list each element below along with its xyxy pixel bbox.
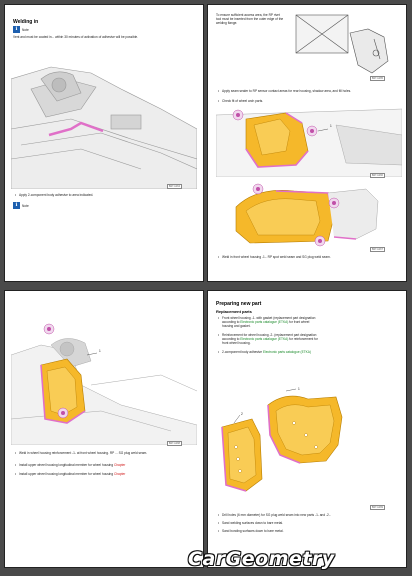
etka-link[interactable]: Electronic parts catalogue (ETKA) bbox=[240, 320, 289, 324]
manual-page-3 bbox=[4, 290, 204, 568]
bullet-text: Reinforcement for wheel housing -2- (replacement part designation according to bbox=[222, 333, 317, 341]
figure-number: B27-1237 bbox=[372, 248, 383, 251]
callout-number: 2 bbox=[241, 412, 243, 416]
callout-number: 1 bbox=[330, 124, 332, 128]
bullet-text: Front wheel housing -1- with gasket (replacement part designation according to bbox=[222, 316, 316, 324]
bullet-text: 2-component body adhesive bbox=[222, 350, 263, 354]
body-structure-illustration bbox=[11, 49, 197, 189]
wheel-housing-weld-illustration bbox=[216, 181, 402, 251]
intro-text: To ensure sufficient access area, the RP rivet tool must be inserted from the outer edge of the welding flange. bbox=[216, 13, 284, 25]
bullet-text: for reinforcement for front wheel housing. bbox=[222, 337, 318, 345]
instruction-bullet: • Check fit of wheel arch parts. bbox=[218, 99, 368, 103]
instruction-bullet: • Weld in front wheel housing -1-. RP spot weld seam and SG plug weld seam. bbox=[218, 255, 388, 259]
instruction-bullet: • Apply 2-component body adhesive to area indicated. bbox=[15, 193, 185, 197]
bullet-text: for front wheel housing and gasket. bbox=[222, 320, 310, 328]
new-parts-illustration bbox=[216, 387, 402, 507]
parts-bullet bbox=[218, 316, 318, 328]
section-title: Preparing new part bbox=[216, 301, 262, 307]
section-subtitle: Replacement parts bbox=[216, 309, 252, 314]
note-label: Note bbox=[22, 28, 29, 32]
instruction-bullet: • Weld in wheel housing reinforcement -1- at front wheel housing. RP ... SG plug weld seam. bbox=[15, 451, 165, 455]
bullet-text: Install upper wheel housing longitudinal member for wheel housing bbox=[19, 463, 114, 467]
figure-number: B27-1239 bbox=[372, 506, 383, 509]
manual-page-4 bbox=[207, 290, 407, 568]
figure-number: B27-1235 bbox=[372, 77, 383, 80]
chapter-link[interactable]: Chapter bbox=[113, 472, 126, 476]
note-icon: i bbox=[13, 26, 20, 33]
rivet-tool-illustration bbox=[288, 9, 398, 81]
wheel-housing-fit-illustration bbox=[216, 105, 402, 177]
figure-number: B27-1238 bbox=[169, 442, 180, 445]
instruction-bullet bbox=[15, 472, 195, 476]
watermark-logo: CarGeometry bbox=[188, 548, 335, 570]
callout-number: 1 bbox=[298, 387, 300, 391]
instruction-bullet bbox=[15, 463, 195, 467]
etka-link[interactable]: Electronic parts catalogue (ETKA) bbox=[240, 337, 289, 341]
parts-bullet bbox=[218, 350, 318, 354]
reinforcement-illustration bbox=[11, 315, 197, 445]
callout-number: 1 bbox=[99, 349, 101, 353]
instruction-bullet: • Sand bonding surfaces down to bare metal. bbox=[218, 529, 388, 533]
manual-page-1 bbox=[4, 4, 204, 282]
instruction-bullet: • Apply seam sealer to RP sensor contact areas for rear housing, shadow area, and fill holes. bbox=[218, 89, 368, 93]
chapter-link[interactable]: Chapter bbox=[113, 463, 126, 467]
intro-text: Vent and must be coated in... within 30 minutes of activation of adhesive will be possible. bbox=[13, 35, 139, 39]
note-label: Note bbox=[22, 204, 29, 208]
etka-link[interactable]: Electronic parts catalogue (ETKA) bbox=[262, 350, 311, 354]
parts-bullet bbox=[218, 333, 318, 345]
instruction-bullet: • Drill holes (6 mm diameter) for SG plug weld seam into new parts -1- and -2-. bbox=[218, 513, 388, 517]
figure-number: B27-1236 bbox=[372, 174, 383, 177]
section-title: Welding in bbox=[13, 19, 39, 25]
instruction-bullet: • Sand welding surfaces down to bare metal. bbox=[218, 521, 388, 525]
manual-page-2 bbox=[207, 4, 407, 282]
figure-number: B27-1234 bbox=[169, 185, 180, 188]
bullet-text: Install upper wheel housing longitudinal member for wheel housing bbox=[19, 472, 114, 476]
note-icon: i bbox=[13, 202, 20, 209]
